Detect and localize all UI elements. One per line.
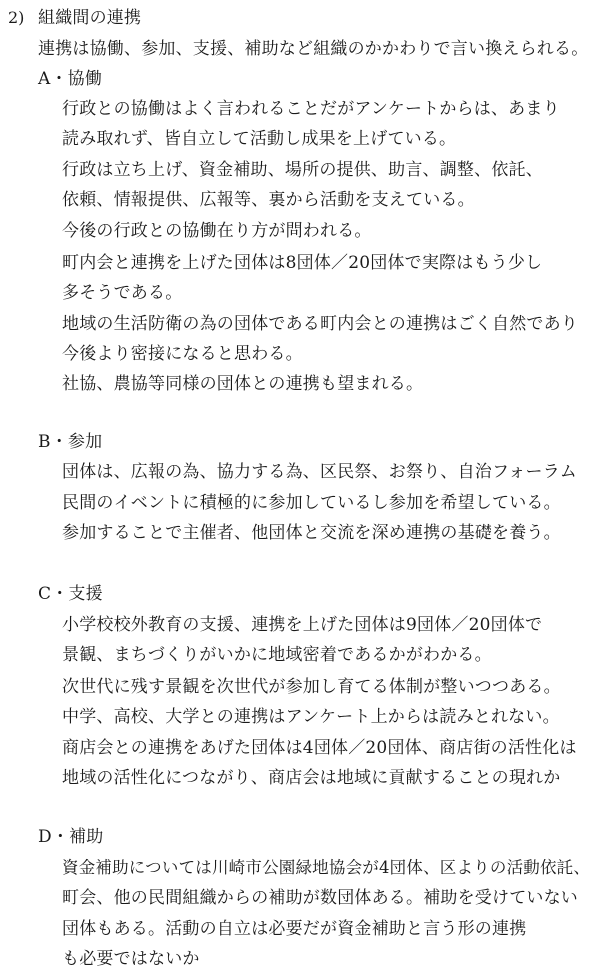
- section-number: 2): [8, 8, 25, 27]
- subsection-a-line: 読み取れず、皆自立して活動し成果を上げている。: [62, 129, 457, 149]
- subsection-d-line: 町会、他の民間組織からの補助が数団体ある。補助を受けていない: [62, 888, 578, 908]
- subsection-a-heading: A・協働: [38, 69, 103, 89]
- section-title: 組織間の連携: [38, 8, 142, 28]
- subsection-d-line: 団体もある。活動の自立は必要だが資金補助と言う形の連携: [62, 919, 527, 939]
- subsection-c-line: 景観、まちづくりがいかに地域密着であるかがわかる。: [62, 645, 492, 665]
- subsection-b-line: 民間のイベントに積極的に参加しているし参加を希望している。: [62, 493, 561, 513]
- subsection-b-line: 参加することで主催者、他団体と交流を深め連携の基礎を養う。: [62, 523, 561, 543]
- subsection-c-line: 小学校校外教育の支援、連携を上げた団体は9団体／20団体で: [62, 615, 543, 635]
- subsection-a-line: 社協、農協等同様の団体との連携も望まれる。: [62, 374, 424, 394]
- subsection-b-heading: B・参加: [38, 432, 103, 452]
- subsection-a-line: 地域の生活防衛の為の団体である町内会との連携はごく自然であり: [62, 314, 578, 334]
- subsection-d-line: も必要ではないか: [62, 949, 200, 969]
- subsection-b-line: 団体は、広報の為、協力する為、区民祭、お祭り、自治フォーラム: [62, 462, 577, 482]
- subsection-a-line: 行政は立ち上げ、資金補助、場所の提供、助言、調整、依託、: [62, 160, 543, 180]
- subsection-a-line: 今後より密接になると思わる。: [62, 344, 303, 364]
- section-intro: 連携は協働、参加、支援、補助など組織のかかわりで言い換えられる。: [38, 39, 589, 59]
- subsection-a-line: 行政との協働はよく言われることだがアンケートからは、あまり: [62, 99, 560, 119]
- subsection-d-heading: D・補助: [38, 827, 104, 847]
- subsection-a-line: 今後の行政との協働在り方が問われる。: [62, 221, 372, 241]
- subsection-c-line: 地域の活性化につながり、商店会は地域に貢献することの現れか: [62, 768, 561, 788]
- subsection-d-line: 資金補助については川崎市公園緑地協会が4団体、区よりの活動依託、: [62, 858, 591, 877]
- subsection-c-line: 中学、高校、大学との連携はアンケート上からは読みとれない。: [62, 707, 560, 727]
- subsection-c-line: 商店会との連携をあげた団体は4団体／20団体、商店街の活性化は: [62, 738, 577, 758]
- subsection-c-line: 次世代に残す景観を次世代が参加し育てる体制が整いつつある。: [62, 677, 561, 697]
- subsection-a-line: 町内会と連携を上げた団体は8団体／20団体で実際はもう少し: [62, 253, 543, 273]
- subsection-a-line: 多そうである。: [62, 283, 183, 303]
- subsection-c-heading: C・支援: [38, 584, 103, 604]
- subsection-a-line: 依頼、情報提供、広報等、裏から活動を支えている。: [62, 190, 475, 210]
